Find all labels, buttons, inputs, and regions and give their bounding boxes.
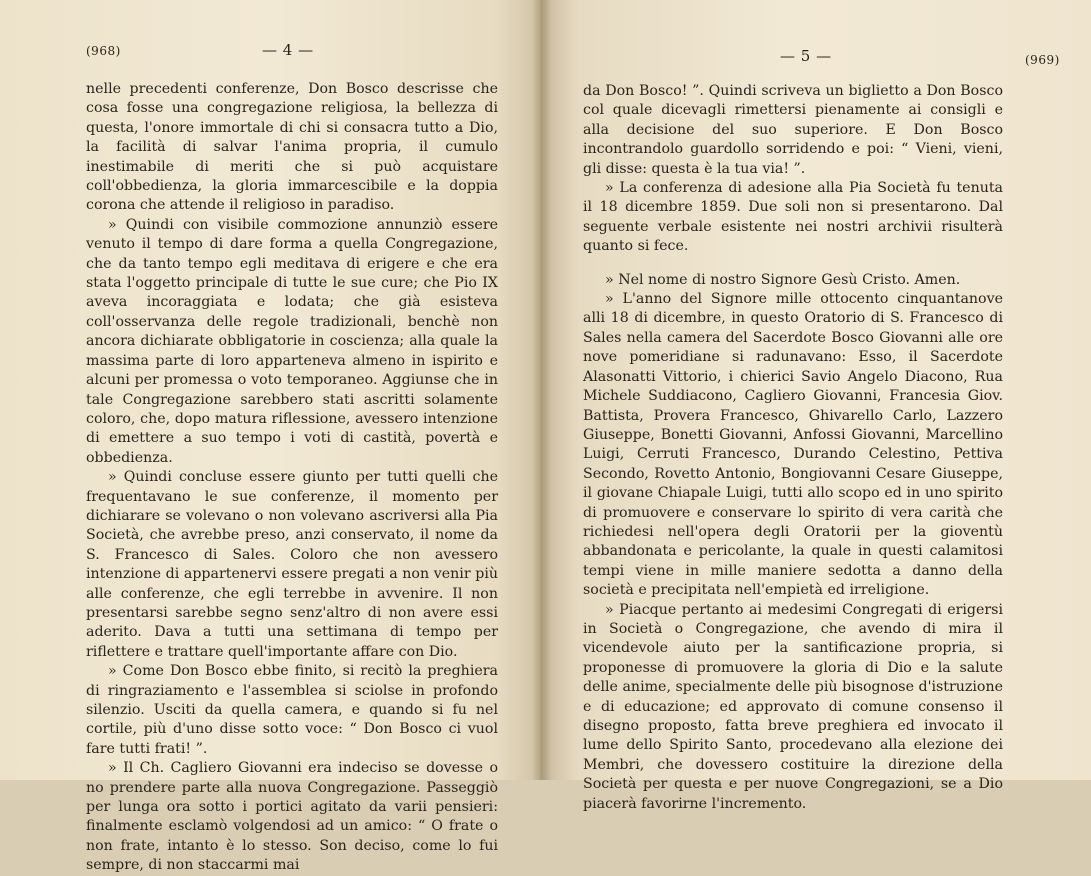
paragraph: nelle precedenti conferenze, Don Bosco descrisse che cosa fosse una congregazione religiosa, la bellezza di questa, l'onore immortale di chi si consacra tutto a Dio, la facilità di salvar l'anima propria, il cumulo inestimabile di meriti che si può acquistare coll'obbedienza, la gloria immarcescibile e la doppia corona che attende il religioso in paradiso. [86, 81, 498, 214]
paragraph: » Quindi concluse essere giunto per tutti quelli che frequentavano le sue conferenze, il momento per dichiarare se volevano o non volevano ascriversi alla Pia Società, che avrebbe preso, anzi conservato, il nome da S. Francesco di Sales. Coloro che non avessero intenzione di appartenervi essere pregati a non venir più alle conferenze, che egli terrebbe in avvenire. Il non presentarsi sarebbe segno senz'altro di non avere essi aderito. Dava a tutti una settimana di tempo per riflettere e trattare quell'importante affare con Dio. [86, 469, 498, 660]
left-page [0, 0, 540, 874]
left-page-number: — 4 — [262, 41, 314, 59]
paragraph: » La conferenza di adesione alla Pia Società fu tenuta il 18 dicembre 1859. Due soli non si presentarono. Dal seguente verbale esistente nei nostri archivii risulterà quanto si fece. [583, 180, 1003, 255]
right-page [540, 0, 1091, 812]
paragraph: » Piacque pertanto ai medesimi Congregati di erigersi in Società o Congregazione, che avendo di mira il vicendevole aiuto per la santificazione propria, si proponesse di promuovere la gloria di Dio e la salute delle anime, specialmente delle più bisognose d'istruzione e di educazione; ed approvato di comune consenso il disegno proposto, fatta breve preghiera ed invocato il lume dello Spirito Santo, procedevano alla elezione dei Membri, che dovessero costituire la direzione della Società per questa e per nuove Congregazioni, se a Dio piacerà favorirne l'incremento. [583, 601, 1003, 812]
paragraph: » L'anno del Signore mille ottocento cinquantanove alli 18 di dicembre, in questo Oratorio di S. Francesco di Sales nella camera del Sacerdote Bosco Giovanni alle ore nove pomeridiane si radunavano: Esso, il Sacerdote Alasonatti Vittorio, i chierici Savio Angelo Diacono, Rua Michele Suddiacono, Cagliero Giovanni, Francesia Giov. Battista, Provera Francesco, Ghivarello Carlo, Lazzero Giuseppe, Bonetti Giovanni, Anfossi Giovanni, Marcellino Luigi, Cerruti Francesco, Durando Celestino, Pettiva Secondo, Rovetto Antonio, Bongiovanni Cesare Giuseppe, il giovane Chiapale Luigi, tutti allo scopo ed in uno spirito di promuovere e conservare lo spirito di vera carità che richiedesi nell'opera degli Oratorii per la gioventù abbandonata e pericolante, la quale in questi calamitosi tempi viene in mille maniere sedotta a danno della società e precipitata nell'empietà ed irreligione. [583, 291, 1003, 599]
paragraph: » Come Don Bosco ebbe finito, si recitò la preghiera di ringraziamento e l'assemblea si sciolse in profondo silenzio. Usciti da quella camera, e quando si fu nel cortile, più d'uno disse sotto voce: “ Don Bosco ci vuol fare tutti frati! ”. [86, 663, 498, 757]
paragraph: » Il Ch. Cagliero Giovanni era indeciso se dovesse o no prendere parte alla nuova Congregazione. Passeggiò per lunga ora sotto i portici agitato da varii pensieri: finalmente esclamò volgendosi ad un amico: “ O frate o non frate, intanto è lo stesso. Son deciso, come lo fui sempre, di non staccarmi mai [86, 760, 498, 874]
right-body-text [583, 82, 1003, 814]
paragraph: » Nel nome di nostro Signore Gesù Cristo. Amen. [605, 271, 961, 288]
left-folio: (968) [86, 44, 121, 58]
left-body-text [86, 80, 498, 876]
right-page-number: — 5 — [780, 47, 832, 65]
paragraph: » Quindi con visibile commozione annunziò essere venuto il tempo di dare forma a quella Congregazione, che da tanto tempo egli meditava di erigere e che era stata l'oggetto principale di tutte le sue cure; che Pio IX aveva incoraggiata e lodata; che già esisteva coll'osservanza delle regole tradizionali, benchè non ancora dichiarate obbligatorie in coscienza; alla quale la massima parte di loro apparteneva almeno in ispirito e alcuni per promessa o voto temporaneo. Aggiunse che in tale Congregazione sarebbero stati ascritti solamente coloro, che, dopo matura riflessione, avessero intenzione di emettere a suo tempo i voti di castità, povertà e obbedienza. [86, 216, 498, 466]
paragraph: da Don Bosco! ”. Quindi scriveva un biglietto a Don Bosco col quale dicevagli rimettersi pienamente ai consigli e alla decisione del suo superiore. E Don Bosco incontrandolo guardollo sorridendo e poi: “ Vieni, vieni, gli disse: questa è la tua via! ”. [583, 83, 1003, 177]
right-folio: (969) [1025, 53, 1060, 67]
